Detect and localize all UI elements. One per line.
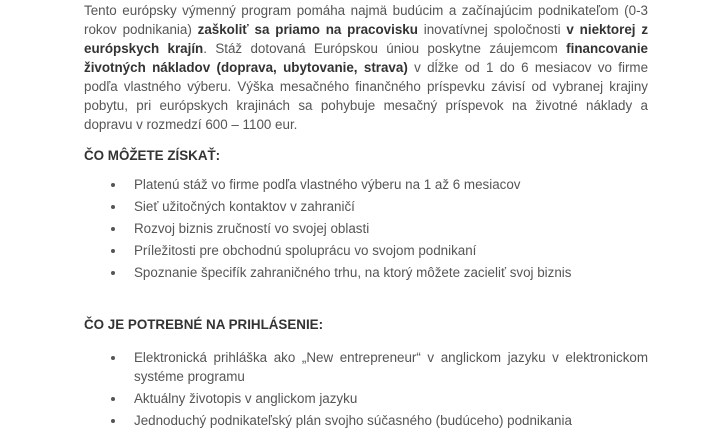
list-item-text: Rozvoj biznis zručností vo svojej oblasti <box>134 221 370 236</box>
section-heading-requirements: ČO JE POTREBNÉ NA PRIHLÁSENIE: <box>84 317 324 332</box>
list-item-text: Príležitosti pre obchodnú spoluprácu vo svojom podnikaní <box>134 243 477 258</box>
list-item <box>134 389 648 408</box>
intro-text: . Stáž dotovaná Európskou úniou poskytne záujemcom <box>203 41 567 56</box>
bullet-icon <box>111 271 115 275</box>
list-item-text: Platenú stáž vo firme podľa vlastného výberu na 1 až 6 mesiacov <box>134 177 521 192</box>
section-heading-benefits: ČO MÔŽETE ZÍSKAŤ: <box>84 148 221 163</box>
intro-paragraph <box>84 1 648 134</box>
list-item <box>134 175 648 194</box>
intro-bold-text: zaškoliť sa priamo na pracovisku <box>197 22 418 37</box>
list-item-text: Spoznanie špecifík zahraničného trhu, na ktorý môžete zacieliť svoj biznis <box>134 265 572 280</box>
intro-text: Tento európsky výmenný program pomáha najmä budúcim a začínajúcim podnikateľom (0-3 rokov podnikania) <box>84 3 648 37</box>
list-item <box>134 197 648 216</box>
bullet-icon <box>111 183 115 187</box>
document-page <box>84 1 649 428</box>
bullet-icon <box>111 227 115 231</box>
intro-bold-text: financovanie životných nákladov (doprava, ubytovanie, strava) <box>84 41 648 75</box>
intro-text: inovatívnej spoločnosti <box>417 22 567 37</box>
list-item-text: Elektronická prihláška ako „New entrepreneur“ v anglickom jazyku v elektronickom systéme programu <box>134 350 648 384</box>
list-item <box>134 263 648 282</box>
intro-bold-text: v niektorej z európskych krajín <box>84 22 649 56</box>
list-item <box>134 241 648 260</box>
benefits-list <box>134 175 648 285</box>
bullet-icon <box>111 205 115 209</box>
requirements-list <box>134 348 648 433</box>
list-item <box>134 411 648 430</box>
intro-text: v dĺžke od 1 do 6 mesiacov vo firme podľa vlastného výberu. Výška mesačného finančného príspevku závisí od vybranej krajiny pobytu, pri európskych krajinách sa pohybuje mesačný príspevok na životné náklady a dopravu v rozmedzí 600 – 1100 eur. <box>84 60 649 132</box>
list-item-text: Jednoduchý podnikateľský plán svojho súčasného (budúceho) podnikania <box>134 413 572 428</box>
list-item <box>134 348 648 386</box>
list-item <box>134 219 648 238</box>
bullet-icon <box>111 249 115 253</box>
list-item-text: Sieť užitočných kontaktov v zahraničí <box>134 199 355 214</box>
bullet-icon <box>111 356 115 360</box>
list-item-text: Aktuálny životopis v anglickom jazyku <box>134 391 358 406</box>
bullet-icon <box>111 397 115 401</box>
